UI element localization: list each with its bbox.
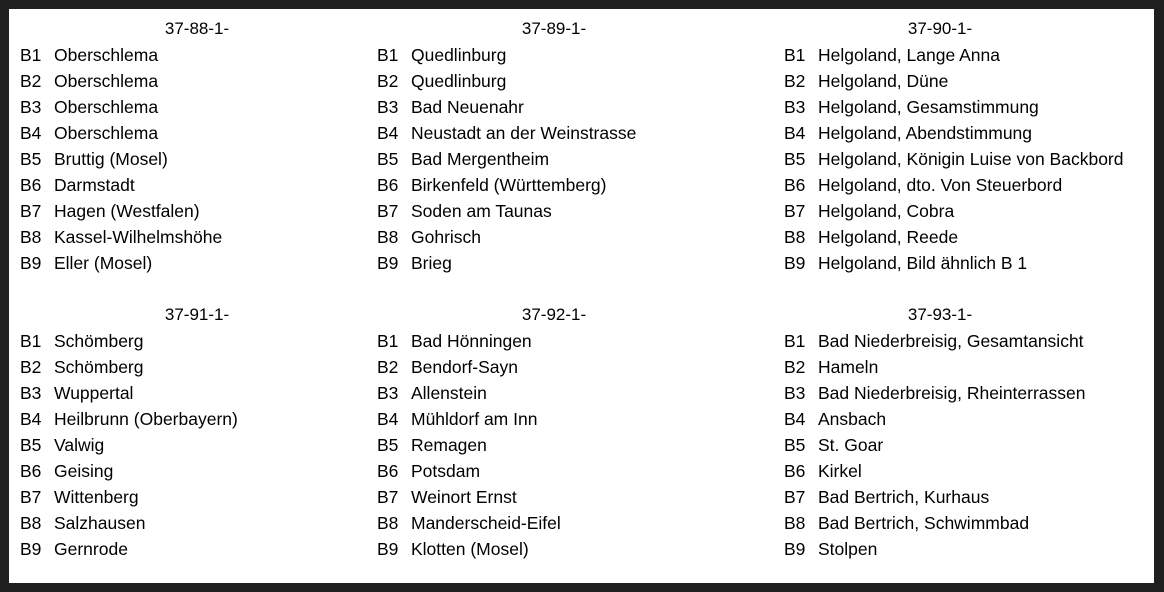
item-name: Potsdam bbox=[411, 461, 481, 481]
item-name: Bad Neuenahr bbox=[411, 97, 524, 117]
list-item bbox=[377, 536, 529, 562]
group-37-91 bbox=[20, 302, 350, 564]
list-item bbox=[377, 458, 480, 484]
list-item bbox=[20, 458, 113, 484]
item-code: B9 bbox=[20, 253, 42, 273]
item-code: B9 bbox=[377, 539, 399, 559]
list-item bbox=[377, 510, 561, 536]
item-code: B7 bbox=[20, 201, 42, 221]
item-name: Weinort Ernst bbox=[411, 487, 517, 507]
item-name: Helgoland, Gesamstimmung bbox=[818, 97, 1039, 117]
list-item bbox=[784, 68, 948, 94]
list-item bbox=[20, 354, 144, 380]
item-name: Bad Hönningen bbox=[411, 331, 532, 351]
item-name: Helgoland, dto. Von Steuerbord bbox=[818, 175, 1063, 195]
list-item bbox=[377, 42, 506, 68]
item-code: B5 bbox=[784, 435, 806, 455]
item-name: Bendorf-Sayn bbox=[411, 357, 519, 377]
item-code: B7 bbox=[377, 201, 399, 221]
item-name: Salzhausen bbox=[54, 513, 146, 533]
item-code: B8 bbox=[377, 513, 399, 533]
item-name: Bad Bertrich, Schwimmbad bbox=[818, 513, 1030, 533]
item-code: B2 bbox=[377, 357, 399, 377]
item-code: B1 bbox=[784, 45, 806, 65]
item-name: Gernrode bbox=[54, 539, 128, 559]
item-name: Quedlinburg bbox=[411, 45, 507, 65]
item-name: Valwig bbox=[54, 435, 105, 455]
list-item bbox=[377, 484, 517, 510]
list-item bbox=[20, 432, 104, 458]
item-name: Wittenberg bbox=[54, 487, 139, 507]
document-page bbox=[9, 9, 1154, 583]
group-title: 37-88-1- bbox=[164, 19, 230, 38]
list-item bbox=[784, 484, 989, 510]
item-name: Helgoland, Reede bbox=[818, 227, 959, 247]
list-item bbox=[784, 328, 1084, 354]
item-name: Schömberg bbox=[54, 331, 144, 351]
item-code: B1 bbox=[377, 45, 399, 65]
item-code: B5 bbox=[20, 435, 42, 455]
item-name: Helgoland, Bild ähnlich B 1 bbox=[818, 253, 1028, 273]
item-name: Schömberg bbox=[54, 357, 144, 377]
item-code: B7 bbox=[377, 487, 399, 507]
item-code: B1 bbox=[20, 331, 42, 351]
group-37-89 bbox=[377, 16, 767, 278]
item-name: Bad Niederbreisig, Rheinterrassen bbox=[818, 383, 1086, 403]
item-name: Kassel-Wilhelmshöhe bbox=[54, 227, 223, 247]
item-name: Bad Bertrich, Kurhaus bbox=[818, 487, 990, 507]
list-item bbox=[784, 536, 877, 562]
item-code: B5 bbox=[20, 149, 42, 169]
item-code: B3 bbox=[784, 383, 806, 403]
item-name: Bruttig (Mosel) bbox=[54, 149, 168, 169]
list-item bbox=[20, 146, 168, 172]
item-code: B4 bbox=[784, 123, 806, 143]
group-title: 37-93-1- bbox=[907, 305, 973, 324]
item-name: Remagen bbox=[411, 435, 487, 455]
list-item bbox=[20, 224, 222, 250]
item-name: Helgoland, Cobra bbox=[818, 201, 955, 221]
group-title: 37-92-1- bbox=[521, 305, 587, 324]
item-code: B3 bbox=[377, 97, 399, 117]
list-item bbox=[377, 146, 549, 172]
item-code: B1 bbox=[377, 331, 399, 351]
item-code: B2 bbox=[20, 357, 42, 377]
group-title: 37-91-1- bbox=[164, 305, 230, 324]
group-title: 37-89-1- bbox=[521, 19, 587, 38]
list-item bbox=[784, 146, 1123, 172]
item-code: B8 bbox=[784, 227, 806, 247]
item-name: Manderscheid-Eifel bbox=[411, 513, 561, 533]
item-name: Quedlinburg bbox=[411, 71, 507, 91]
item-name: Bad Mergentheim bbox=[411, 149, 550, 169]
item-name: Allenstein bbox=[411, 383, 487, 403]
item-name: Hameln bbox=[818, 357, 879, 377]
item-code: B7 bbox=[784, 487, 806, 507]
item-name: Helgoland, Lange Anna bbox=[818, 45, 1000, 65]
item-code: B9 bbox=[377, 253, 399, 273]
item-name: Neustadt an der Weinstrasse bbox=[411, 123, 637, 143]
item-code: B3 bbox=[784, 97, 806, 117]
list-item bbox=[377, 94, 524, 120]
group-37-93 bbox=[784, 302, 1152, 564]
item-code: B3 bbox=[20, 383, 42, 403]
item-code: B6 bbox=[377, 175, 399, 195]
list-item bbox=[20, 328, 144, 354]
item-code: B5 bbox=[377, 435, 399, 455]
list-item bbox=[784, 224, 958, 250]
item-name: Darmstadt bbox=[54, 175, 135, 195]
list-item bbox=[377, 380, 487, 406]
list-item bbox=[377, 354, 518, 380]
list-item bbox=[377, 328, 532, 354]
list-item bbox=[377, 250, 452, 276]
list-item bbox=[784, 250, 1027, 276]
item-code: B1 bbox=[20, 45, 42, 65]
item-code: B2 bbox=[20, 71, 42, 91]
item-code: B3 bbox=[377, 383, 399, 403]
item-code: B9 bbox=[784, 253, 806, 273]
item-name: Helgoland, Düne bbox=[818, 71, 949, 91]
item-code: B2 bbox=[377, 71, 399, 91]
list-item bbox=[20, 198, 200, 224]
item-code: B2 bbox=[784, 357, 806, 377]
list-item bbox=[784, 432, 883, 458]
item-code: B4 bbox=[20, 123, 42, 143]
item-code: B1 bbox=[784, 331, 806, 351]
item-name: Stolpen bbox=[818, 539, 878, 559]
group-37-88 bbox=[20, 16, 350, 278]
item-name: Gohrisch bbox=[411, 227, 482, 247]
list-item bbox=[377, 198, 552, 224]
list-item bbox=[784, 380, 1086, 406]
item-code: B6 bbox=[377, 461, 399, 481]
list-item bbox=[20, 484, 139, 510]
item-code: B2 bbox=[784, 71, 806, 91]
item-code: B4 bbox=[784, 409, 806, 429]
item-code: B4 bbox=[377, 123, 399, 143]
item-code: B5 bbox=[784, 149, 806, 169]
list-item bbox=[20, 536, 128, 562]
item-name: Brieg bbox=[411, 253, 452, 273]
item-code: B9 bbox=[784, 539, 806, 559]
item-code: B8 bbox=[20, 513, 42, 533]
item-name: Heilbrunn (Oberbayern) bbox=[54, 409, 238, 429]
group-title: 37-90-1- bbox=[907, 19, 973, 38]
list-item bbox=[377, 120, 636, 146]
item-name: Helgoland, Abendstimmung bbox=[818, 123, 1033, 143]
item-code: B9 bbox=[20, 539, 42, 559]
item-name: Oberschlema bbox=[54, 123, 159, 143]
list-item bbox=[20, 120, 158, 146]
item-name: Klotten (Mosel) bbox=[411, 539, 529, 559]
item-name: Mühldorf am Inn bbox=[411, 409, 538, 429]
list-item bbox=[20, 510, 145, 536]
list-item bbox=[784, 120, 1032, 146]
list-item bbox=[20, 42, 158, 68]
list-item bbox=[784, 458, 862, 484]
item-code: B7 bbox=[784, 201, 806, 221]
item-name: Oberschlema bbox=[54, 71, 159, 91]
item-code: B5 bbox=[377, 149, 399, 169]
item-code: B4 bbox=[20, 409, 42, 429]
list-item bbox=[20, 172, 135, 198]
item-name: Hagen (Westfalen) bbox=[54, 201, 200, 221]
item-name: Geising bbox=[54, 461, 114, 481]
list-item bbox=[20, 406, 238, 432]
list-item bbox=[784, 198, 954, 224]
list-item bbox=[377, 224, 481, 250]
item-code: B3 bbox=[20, 97, 42, 117]
item-name: Birkenfeld (Württemberg) bbox=[411, 175, 607, 195]
item-code: B8 bbox=[784, 513, 806, 533]
list-item bbox=[784, 172, 1062, 198]
list-item bbox=[20, 94, 158, 120]
item-code: B6 bbox=[20, 461, 42, 481]
list-item bbox=[784, 510, 1029, 536]
item-code: B6 bbox=[784, 461, 806, 481]
item-name: Wuppertal bbox=[54, 383, 134, 403]
item-code: B6 bbox=[20, 175, 42, 195]
list-item bbox=[784, 94, 1039, 120]
item-code: B6 bbox=[784, 175, 806, 195]
item-code: B8 bbox=[20, 227, 42, 247]
item-code: B4 bbox=[377, 409, 399, 429]
list-item bbox=[20, 250, 152, 276]
item-name: Helgoland, Königin Luise von Backbord bbox=[818, 149, 1124, 169]
list-item bbox=[784, 354, 878, 380]
list-item bbox=[784, 406, 886, 432]
item-name: Oberschlema bbox=[54, 97, 159, 117]
group-37-90 bbox=[784, 16, 1152, 278]
list-item bbox=[784, 42, 1000, 68]
list-item bbox=[377, 406, 537, 432]
item-name: Eller (Mosel) bbox=[54, 253, 153, 273]
item-name: Soden am Taunas bbox=[411, 201, 552, 221]
item-name: Kirkel bbox=[818, 461, 862, 481]
item-code: B7 bbox=[20, 487, 42, 507]
item-name: St. Goar bbox=[818, 435, 884, 455]
list-item bbox=[377, 432, 487, 458]
list-item bbox=[20, 380, 133, 406]
item-code: B8 bbox=[377, 227, 399, 247]
item-name: Bad Niederbreisig, Gesamtansicht bbox=[818, 331, 1084, 351]
item-name: Oberschlema bbox=[54, 45, 159, 65]
list-item bbox=[20, 68, 158, 94]
list-item bbox=[377, 172, 606, 198]
list-item bbox=[377, 68, 506, 94]
group-37-92 bbox=[377, 302, 767, 564]
item-name: Ansbach bbox=[818, 409, 887, 429]
